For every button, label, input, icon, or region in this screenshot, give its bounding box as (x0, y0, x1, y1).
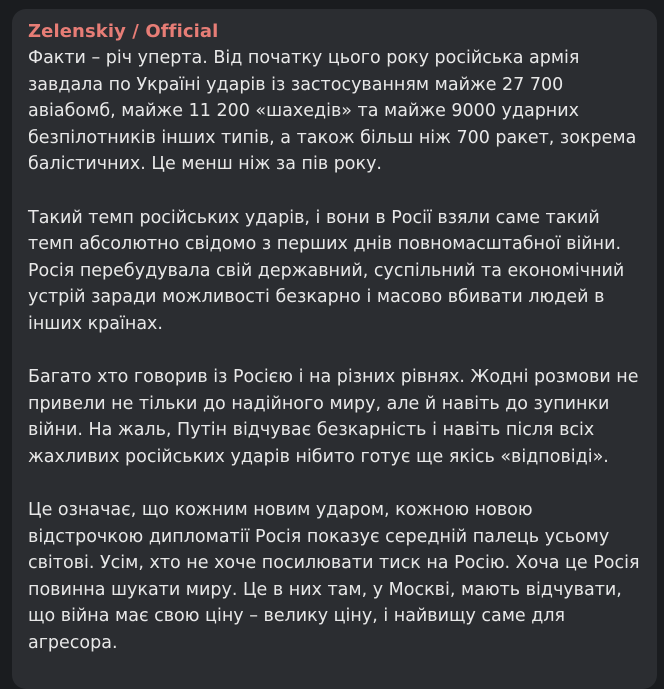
message-paragraph-2: Такий темп російських ударів, і вони в Росії взяли саме такий темп абсолютно свідомо з перших днів повномасштабної війни. Росія перебудувала свій державний, суспільний та економічний устрій заради можливості безкарно і масово вбивати людей в інших країнах. (28, 207, 625, 334)
message-paragraph-4: Це означає, що кожним новим ударом, кожною новою відстрочкою дипломатії Росія показує середній палець усьому світові. Усім, хто не хоче посилювати тиск на Росію. Хоча це Росія повинна шукати миру. Це в них там, у Москві, мають відчувати, що війна має свою ціну – велику ціну, і найвищу саме для агресора. (28, 500, 640, 654)
message-paragraph-3: Багато хто говорив із Росією і на різних рівнях. Жодні розмови не привели не тільки до надійного миру, але й навіть до зупинки війни. На жаль, Путін відчуває безкарність і навіть після всіх жахливих російських ударів нібито готує ще якісь «відповіді». (28, 367, 639, 467)
channel-author-name[interactable]: Zelenskiy / Official (28, 21, 219, 42)
message-paragraph-1: Факти – річ уперта. Від початку цього року російська армія завдала по Україні ударів із застосуванням майже 27 700 авіабомб, майже 11 200 «шахедів» та майже 9000 ударних безпілотників інших типів, а також більш ніж 700 ракет, зокрема балістичних. Це менш ніж за пів року. (28, 48, 637, 175)
message-bubble (12, 9, 657, 689)
